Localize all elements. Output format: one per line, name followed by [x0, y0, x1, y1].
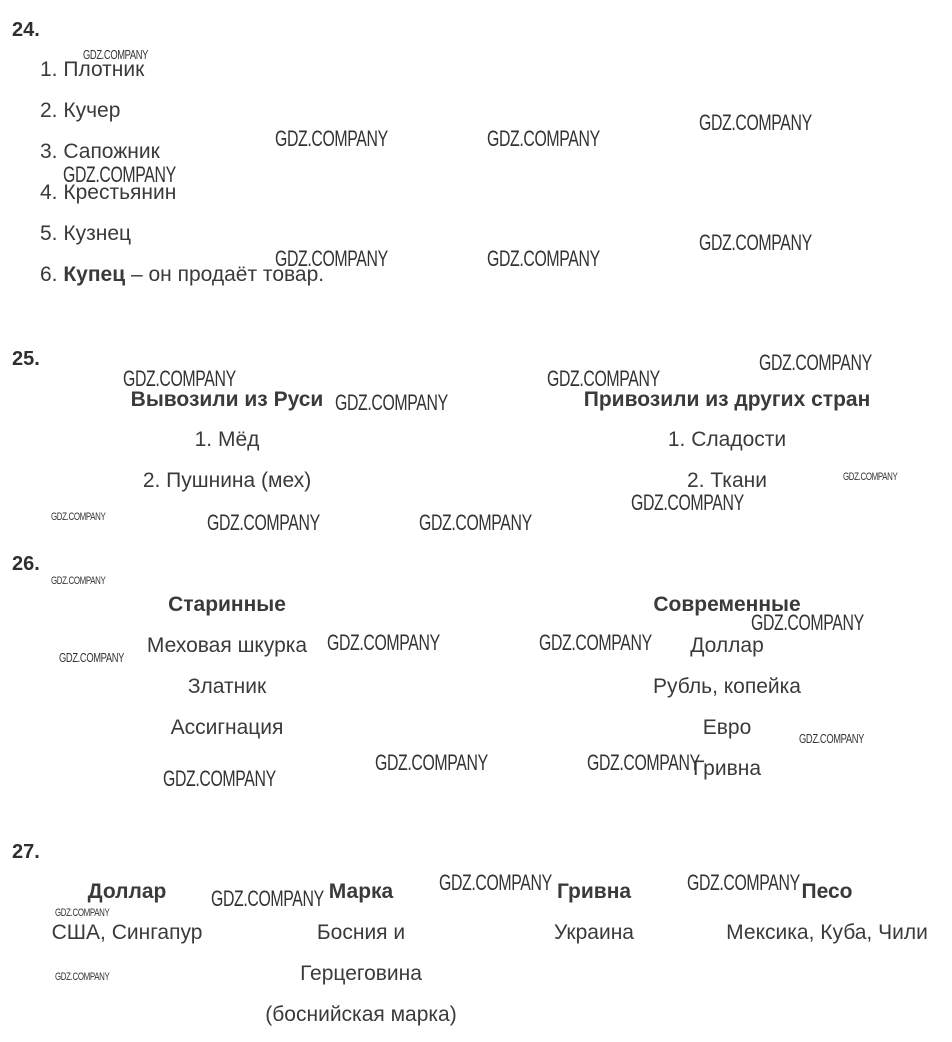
watermark: GDZ.COMPANY	[275, 246, 388, 271]
old-money-item: Ассигнация	[170, 716, 284, 739]
currency-countries: (боснийская марка)	[265, 1003, 457, 1026]
currency-header: Доллар	[87, 880, 167, 903]
modern-money-item: Евро	[702, 716, 752, 739]
item-text: Крестьянин	[63, 181, 177, 204]
watermark: GDZ.COMPANY	[275, 126, 388, 151]
currency-countries: Украина	[554, 921, 634, 944]
old-money-item: Златник	[187, 675, 267, 698]
watermark: GDZ.COMPANY	[843, 471, 898, 483]
modern-money-item: Доллар	[690, 634, 764, 657]
item-text: Сапожник	[63, 140, 160, 163]
watermark: GDZ.COMPANY	[335, 390, 448, 415]
watermark: GDZ.COMPANY	[699, 110, 812, 135]
item-text: – он продаёт товар.	[125, 263, 325, 286]
watermark: GDZ.COMPANY	[55, 907, 110, 919]
old-money-item: Меховая шкурка	[146, 634, 308, 657]
watermark: GDZ.COMPANY	[327, 630, 440, 655]
export-item: 1. Мёд	[194, 428, 260, 451]
watermark: GDZ.COMPANY	[55, 971, 110, 983]
watermark: GDZ.COMPANY	[419, 510, 532, 535]
import-item: 1. Сладости	[667, 428, 787, 451]
task-26-number: 26.	[12, 553, 40, 575]
watermark: GDZ.COMPANY	[207, 510, 320, 535]
list-item	[40, 99, 120, 123]
task-27-number: 27.	[12, 841, 40, 863]
watermark: GDZ.COMPANY	[487, 246, 600, 271]
item-text: Кузнец	[63, 222, 132, 245]
watermark: GDZ.COMPANY	[487, 126, 600, 151]
watermark: GDZ.COMPANY	[687, 870, 800, 895]
watermark: GDZ.COMPANY	[63, 162, 176, 187]
item-number: 4.	[40, 181, 58, 204]
currency-header: Гривна	[556, 880, 632, 903]
modern-money-header: Современные	[653, 593, 801, 616]
watermark: GDZ.COMPANY	[51, 511, 106, 523]
modern-money-item: Рубль, копейка	[653, 675, 801, 698]
currency-header: Песо	[801, 880, 853, 903]
task-24-number: 24.	[12, 19, 40, 41]
watermark: GDZ.COMPANY	[375, 750, 488, 775]
item-text: Кучер	[63, 99, 121, 122]
item-number: 2.	[40, 99, 58, 122]
currency-countries: Босния и	[316, 921, 406, 944]
currency-header: Марка	[328, 880, 394, 903]
watermark: GDZ.COMPANY	[631, 490, 744, 515]
currency-countries: Мексика, Куба, Чили	[726, 921, 928, 944]
item-number: 6.	[40, 263, 58, 286]
item-text: Плотник	[63, 58, 145, 81]
currency-countries: США, Сингапур	[51, 921, 203, 944]
modern-money-item: Гривна	[692, 757, 762, 780]
import-item: 2. Ткани	[687, 469, 767, 492]
export-header: Вывозили из Руси	[130, 388, 324, 411]
watermark: GDZ.COMPANY	[547, 366, 660, 391]
watermark: GDZ.COMPANY	[59, 650, 125, 665]
task-25-number: 25.	[12, 348, 40, 370]
watermark: GDZ.COMPANY	[539, 630, 652, 655]
item-number: 3.	[40, 140, 58, 163]
watermark: GDZ.COMPANY	[51, 575, 106, 587]
currency-countries: Герцеговина	[300, 962, 422, 985]
old-money-header: Старинные	[168, 593, 286, 616]
export-item: 2. Пушнина (мех)	[142, 469, 312, 492]
watermark: GDZ.COMPANY	[211, 886, 324, 911]
list-item	[40, 140, 160, 164]
import-header: Привозили из других стран	[583, 388, 871, 411]
watermark: GDZ.COMPANY	[751, 610, 864, 635]
watermark: GDZ.COMPANY	[83, 47, 149, 62]
item-number: 1.	[40, 58, 58, 81]
item-bold-text: Купец	[63, 263, 126, 286]
watermark: GDZ.COMPANY	[439, 870, 552, 895]
watermark: GDZ.COMPANY	[699, 230, 812, 255]
watermark: GDZ.COMPANY	[587, 750, 700, 775]
watermark: GDZ.COMPANY	[799, 731, 865, 746]
watermark: GDZ.COMPANY	[163, 766, 276, 791]
watermark: GDZ.COMPANY	[123, 366, 236, 391]
item-number: 5.	[40, 222, 58, 245]
watermark: GDZ.COMPANY	[759, 350, 872, 375]
list-item	[40, 222, 131, 246]
